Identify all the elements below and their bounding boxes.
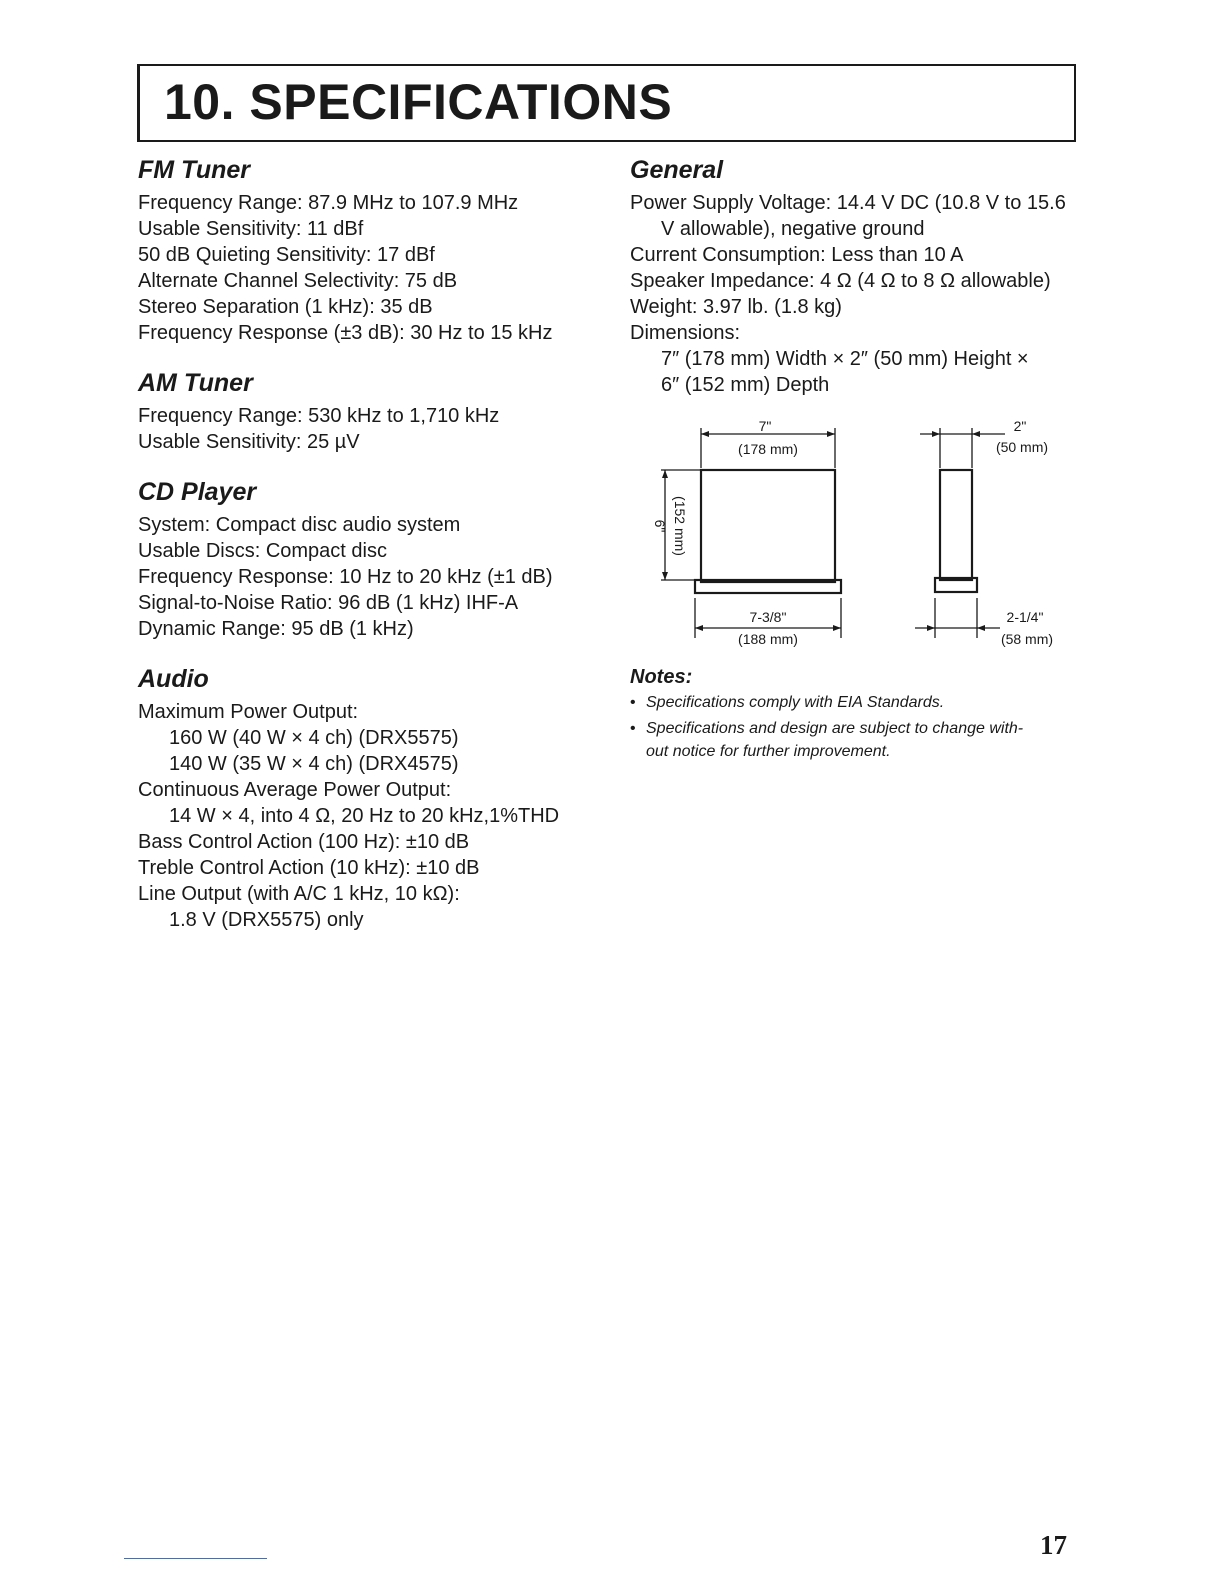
notes-block [630,663,1080,763]
front-body [701,470,835,582]
front-width-mm-label: (178 mm) [738,441,798,457]
front-depth-mm-label: (152 mm) [672,496,688,556]
spec-line: 7″ (178 mm) Width × 2″ (50 mm) Height × [661,348,1029,370]
spec-line: Bass Control Action (100 Hz): ±10 dB [138,831,470,853]
section-audio [138,662,608,933]
footer-rule [124,1558,267,1559]
spec-line: V allowable), negative ground [661,218,925,240]
bullet-icon: • [630,694,636,711]
section-heading: AM Tuner [138,369,253,397]
section-heading: Audio [138,665,209,693]
side-body [940,470,972,580]
spec-line: System: Compact disc audio system [138,514,461,536]
spec-line: Usable Sensitivity: 11 dBf [138,218,364,240]
side-height-label: 2" [1013,418,1027,434]
spec-line: Alternate Channel Selectivity: 75 dB [138,270,458,292]
spec-line: 160 W (40 W × 4 ch) (DRX5575) [169,727,459,749]
front-width-label: 7" [758,418,772,434]
spec-line: Line Output (with A/C 1 kHz, 10 kΩ): [138,883,460,905]
spec-line: Weight: 3.97 lb. (1.8 kg) [630,296,842,318]
page-title: 10. SPECIFICATIONS [164,74,673,130]
side-bottom-mm-label: (58 mm) [1000,631,1054,647]
right-column [630,153,1080,418]
section-am-tuner [138,366,608,455]
left-column [138,153,608,953]
spec-line: Signal-to-Noise Ratio: 96 dB (1 kHz) IHF-A [138,592,519,614]
spec-line: Frequency Response (±3 dB): 30 Hz to 15 kHz [138,322,553,344]
note-item [630,717,1080,740]
spec-line: Treble Control Action (10 kHz): ±10 dB [138,857,480,879]
note-text: Specifications comply with EIA Standards. [646,694,945,711]
title-box [137,64,1076,142]
note-text: out notice for further improvement. [646,743,891,760]
spec-line: Frequency Response: 10 Hz to 20 kHz (±1 dB) [138,566,553,588]
side-height-mm-label: (50 mm) [995,439,1049,455]
note-item-continued [630,740,1080,763]
front-bottom-label: 7-3/8" [749,609,787,625]
dimensions-drawing [615,418,1085,658]
spec-line: Maximum Power Output: [138,701,359,723]
spec-line: 1.8 V (DRX5575) only [169,909,364,931]
section-heading: FM Tuner [138,156,251,184]
bullet-icon: • [630,720,636,737]
spec-line: Frequency Range: 87.9 MHz to 107.9 MHz [138,192,519,214]
note-text: Specifications and design are subject to change with- [646,720,1024,737]
spec-line: Frequency Range: 530 kHz to 1,710 kHz [138,405,500,427]
spec-line: 50 dB Quieting Sensitivity: 17 dBf [138,244,435,266]
page-number: 17 [1040,1530,1067,1560]
spec-line: Speaker Impedance: 4 Ω (4 Ω to 8 Ω allowable) [630,270,1051,292]
section-fm-tuner [138,153,608,346]
spec-line: Usable Discs: Compact disc [138,540,387,562]
spec-line: Usable Sensitivity: 25 µV [138,431,360,453]
spec-line: 140 W (35 W × 4 ch) (DRX4575) [169,753,459,775]
spec-line: Current Consumption: Less than 10 A [630,244,964,266]
notes-heading: Notes: [630,666,693,688]
section-general [630,153,1080,398]
front-bottom-mm-label: (188 mm) [738,631,798,647]
front-depth-label: 6" [652,519,668,533]
dimensions-diagram [615,418,1085,658]
section-cd-player [138,475,608,642]
spec-line: Continuous Average Power Output: [138,779,452,801]
spec-line: Dimensions: [630,322,741,344]
spec-line: Power Supply Voltage: 14.4 V DC (10.8 V to 15.6 [630,192,1066,214]
spec-line: 6″ (152 mm) Depth [661,374,830,396]
spec-line: Dynamic Range: 95 dB (1 kHz) [138,618,414,640]
section-heading: CD Player [138,478,257,506]
section-heading: General [630,156,724,184]
spec-line: 14 W × 4, into 4 Ω, 20 Hz to 20 kHz,1%THD [169,805,560,827]
note-item [630,691,1080,714]
side-bottom-label: 2-1/4" [1006,609,1044,625]
spec-line: Stereo Separation (1 kHz): 35 dB [138,296,433,318]
